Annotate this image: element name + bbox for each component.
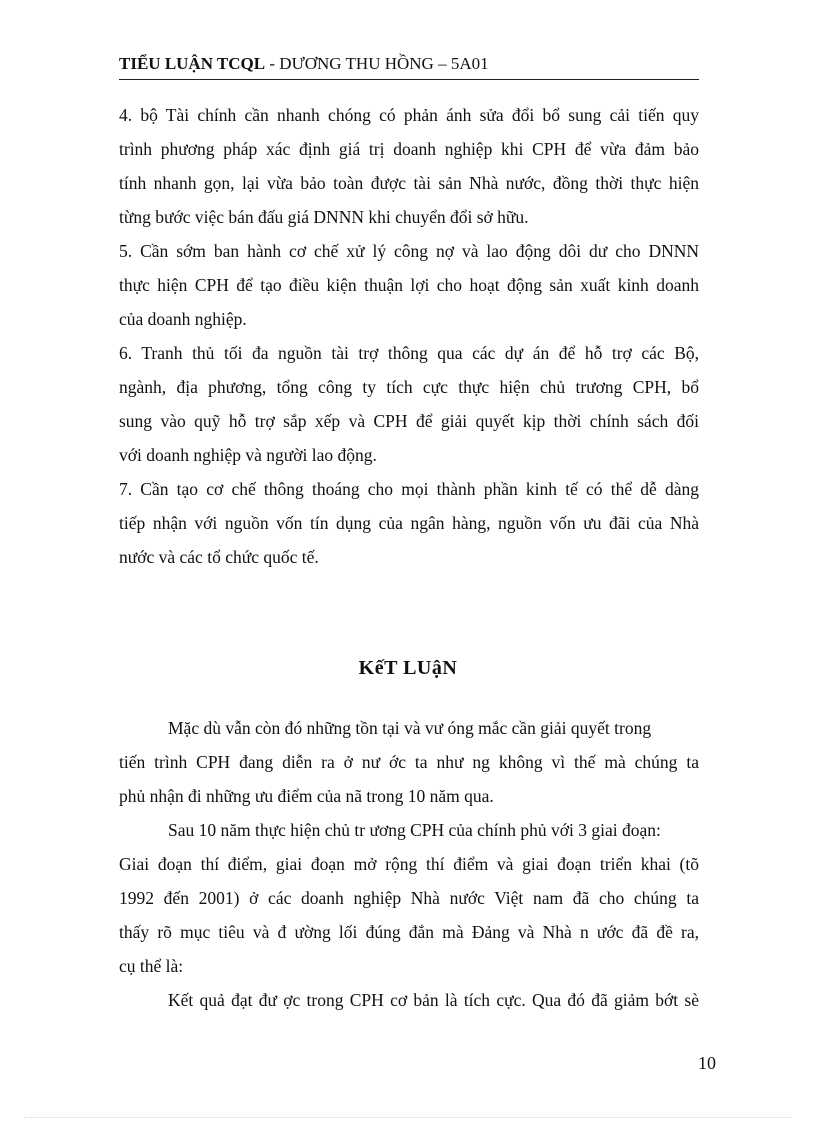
page-number: 10 — [698, 1053, 716, 1073]
conclusion-line: tiến trình CPH đang diễn ra ở nư ớc ta như ng không vì thế mà chúng ta — [119, 752, 699, 772]
header-author: - DƯƠNG THU HỒNG – 5A01 — [265, 54, 489, 73]
conclusion-line: Giai đoạn thí điểm, giai đoạn mở rộng thí điểm và giai đoạn triển khai (tõ — [119, 854, 699, 874]
page-header — [119, 52, 699, 76]
conclusion-line: cụ thể là: — [119, 956, 184, 976]
conclusion-heading: KếT LUậN — [358, 657, 458, 679]
paragraph-line: nước và các tổ chức quốc tế. — [119, 547, 319, 567]
paragraph-line: của doanh nghiệp. — [119, 309, 247, 329]
page-bottom-border — [24, 1117, 792, 1118]
paragraph-line: 5. Cần sớm ban hành cơ chế xử lý công nợ và lao động dôi dư cho DNNN — [119, 241, 699, 261]
conclusion-line: phủ nhận đi những ưu điểm của nã trong 10 năm qua. — [119, 786, 494, 806]
paragraph-line: sung vào quỹ hỗ trợ sắp xếp và CPH để giải quyết kịp thời chính sách đối — [119, 411, 699, 431]
conclusion-line: thấy rõ mục tiêu và đ ường lối đúng đắn mà Đảng và Nhà n ước đã đề ra, — [119, 922, 699, 942]
paragraph-line: từng bước việc bán đấu giá DNNN khi chuyển đổi sở hữu. — [119, 207, 529, 227]
header-divider — [119, 79, 699, 80]
paragraph-line: trình phương pháp xác định giá trị doanh nghiệp khi CPH để vừa đảm bảo — [119, 139, 699, 159]
paragraph-line: tiếp nhận với nguồn vốn tín dụng của ngân hàng, nguồn vốn ưu đãi của Nhà — [119, 513, 699, 533]
conclusion-line: 1992 đến 2001) ở các doanh nghiệp Nhà nước Việt nam đã cho chúng ta — [119, 888, 699, 908]
paragraph-line: ngành, địa phương, tổng công ty tích cực thực hiện chủ trương CPH, bổ — [119, 377, 699, 397]
paragraph-line: 7. Cần tạo cơ chế thông thoáng cho mọi thành phần kinh tế có thể dễ dàng — [119, 479, 699, 499]
paragraph-line: tính nhanh gọn, lại vừa bảo toàn được tài sản Nhà nước, đồng thời thực hiện — [119, 173, 699, 193]
paragraph-line: với doanh nghiệp và người lao động. — [119, 445, 377, 465]
header-title: TIỂU LUẬN TCQL — [119, 54, 266, 73]
paragraph-line: thực hiện CPH để tạo điều kiện thuận lợi cho hoạt động sản xuất kinh doanh — [119, 275, 699, 295]
conclusion-line: Mặc dù vẫn còn đó những tồn tại và vư óng mắc cần giải quyết trong — [168, 718, 652, 738]
conclusion-line: Kết quả đạt đư ợc trong CPH cơ bản là tích cực. Qua đó đã giảm bớt sè — [168, 990, 699, 1010]
paragraph-line: 6. Tranh thủ tối đa nguồn tài trợ thông qua các dự án để hỗ trợ các Bộ, — [119, 343, 699, 363]
conclusion-line: Sau 10 năm thực hiện chủ tr ương CPH của chính phủ với 3 giai đoạn: — [168, 820, 661, 840]
paragraph-line: 4. bộ Tài chính cần nhanh chóng có phản ánh sửa đổi bổ sung cải tiến quy — [119, 105, 699, 125]
